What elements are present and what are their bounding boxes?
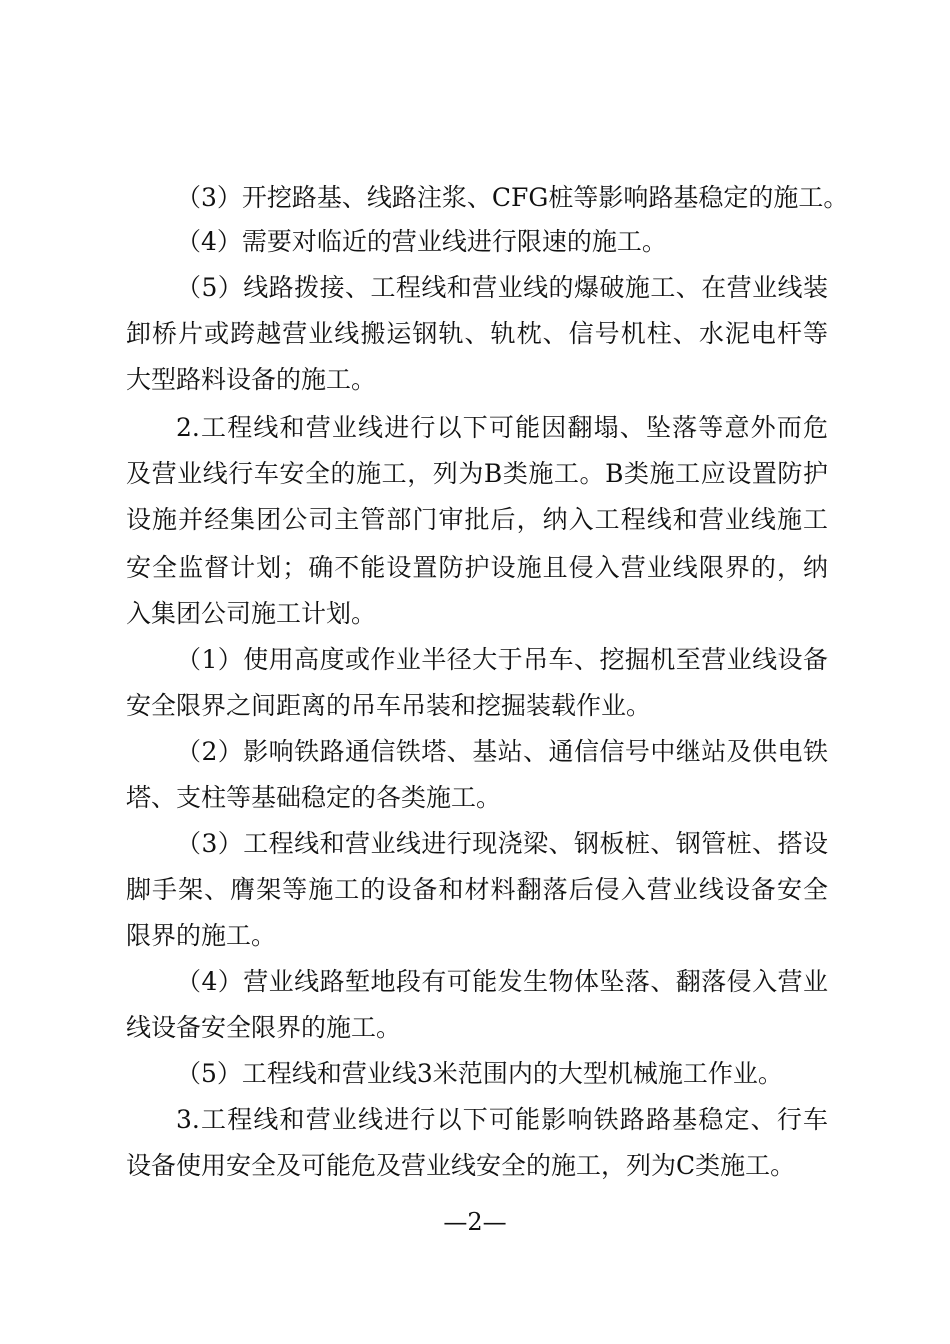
text-line: 塔、支柱等基础稳定的各类施工。 [126,783,502,812]
page-number: —2— [443,1208,507,1236]
text-line: 安全限界之间距离的吊车吊装和挖掘装载作业。 [126,691,652,720]
text-line: （4）营业线路堑地段有可能发生物体坠落、翻落侵入营业 [176,967,828,996]
text-line: （5）工程线和营业线3米范围内的大型机械施工作业。 [176,1059,783,1088]
text-line: 及营业线行车安全的施工，列为B类施工。B类施工应设置防护 [126,459,828,488]
text-line: （2）影响铁路通信铁塔、基站、通信信号中继站及供电铁 [176,737,828,766]
text-line: 设施并经集团公司主管部门审批后，纳入工程线和营业线施工 [126,505,828,534]
text-line: （3）工程线和营业线进行现浇梁、钢板桩、钢管桩、搭设 [176,829,828,858]
text-line: （3）开挖路基、线路注浆、CFG桩等影响路基稳定的施工。 [176,183,849,212]
text-line: （5）线路拨接、工程线和营业线的爆破施工、在营业线装 [176,273,828,302]
text-line: 脚手架、膺架等施工的设备和材料翻落后侵入营业线设备安全 [126,875,828,904]
text-line: 3.工程线和营业线进行以下可能影响铁路路基稳定、行车 [176,1105,828,1134]
text-line: （4）需要对临近的营业线进行限速的施工。 [176,227,667,256]
text-line: 设备使用安全及可能危及营业线安全的施工，列为C类施工。 [126,1151,796,1180]
text-line: 入集团公司施工计划。 [126,599,377,628]
text-line: 大型路料设备的施工。 [126,365,377,394]
text-line: 安全监督计划；确不能设置防护设施且侵入营业线限界的，纳 [126,553,828,582]
text-line: 卸桥片或跨越营业线搬运钢轨、轨枕、信号机柱、水泥电杆等 [126,319,828,348]
text-line: 线设备安全限界的施工。 [126,1013,402,1042]
text-line: 限界的施工。 [126,921,277,950]
text-line: 2.工程线和营业线进行以下可能因翻塌、坠落等意外而危 [176,413,828,442]
text-line: （1）使用高度或作业半径大于吊车、挖掘机至营业线设备 [176,645,828,674]
